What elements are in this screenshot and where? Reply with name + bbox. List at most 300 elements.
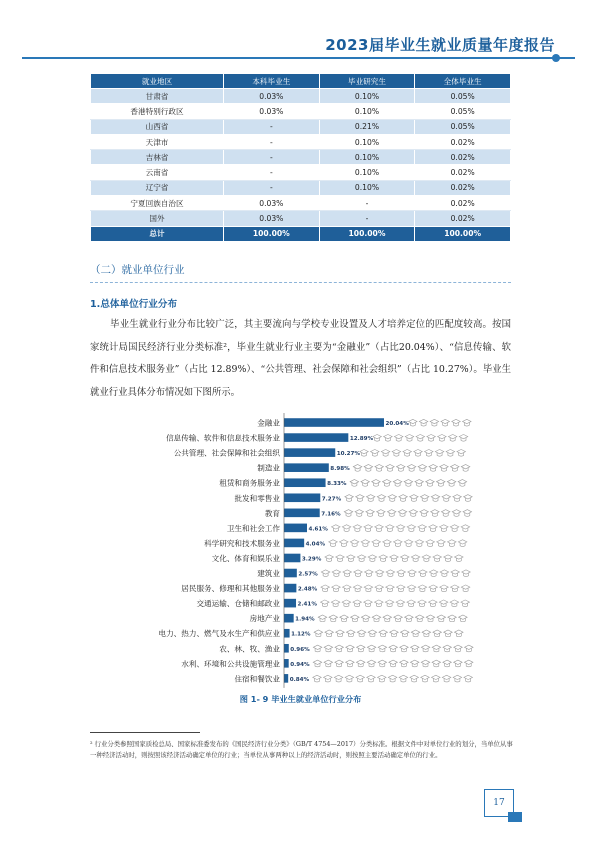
graduation-cap-icon bbox=[411, 645, 420, 652]
value-label: 7.27% bbox=[321, 496, 342, 503]
graduation-cap-icon bbox=[431, 495, 440, 502]
graduation-cap-icon bbox=[438, 434, 447, 441]
graduation-cap-icon bbox=[361, 540, 370, 547]
value-label: 7.16% bbox=[321, 511, 341, 518]
graduation-cap-icon bbox=[325, 630, 334, 637]
bar bbox=[284, 418, 384, 427]
graduation-cap-icon bbox=[375, 600, 384, 607]
graduation-cap-icon bbox=[314, 630, 323, 637]
graduation-cap-icon bbox=[461, 585, 470, 592]
graduation-cap-icon bbox=[446, 449, 455, 456]
graduation-cap-icon bbox=[373, 434, 382, 441]
graduation-cap-icon bbox=[404, 540, 413, 547]
graduation-cap-icon bbox=[342, 525, 351, 532]
category-label: 住宿和餐饮业 bbox=[234, 674, 280, 684]
cell-graduate: 0.10% bbox=[319, 150, 415, 165]
value-label: 3.29% bbox=[301, 556, 322, 563]
category-label: 制造业 bbox=[257, 463, 280, 473]
graduation-cap-icon bbox=[372, 540, 381, 547]
graduation-cap-icon bbox=[336, 630, 345, 637]
category-label: 科学研究和技术服务业 bbox=[204, 538, 280, 548]
graduation-cap-icon bbox=[459, 434, 468, 441]
graduation-cap-icon bbox=[450, 600, 459, 607]
graduation-cap-icon bbox=[379, 630, 388, 637]
graduation-cap-icon bbox=[421, 675, 430, 682]
bar bbox=[284, 509, 320, 518]
graduation-cap-icon bbox=[422, 630, 431, 637]
graduation-cap-icon bbox=[340, 615, 349, 622]
graduation-cap-icon bbox=[396, 600, 405, 607]
graduation-cap-icon bbox=[419, 419, 428, 426]
cell-undergrad: - bbox=[224, 119, 320, 134]
graduation-cap-icon bbox=[411, 555, 420, 562]
graduation-cap-icon bbox=[372, 480, 381, 487]
graduation-cap-icon bbox=[389, 645, 398, 652]
category-label: 公共管理、社会保障和社会组织 bbox=[173, 448, 280, 458]
value-label: 0.96% bbox=[290, 646, 310, 653]
graduation-cap-icon bbox=[345, 495, 354, 502]
graduation-cap-icon bbox=[408, 570, 417, 577]
bar bbox=[284, 674, 288, 683]
bar bbox=[284, 629, 290, 638]
category-label: 农、林、牧、渔业 bbox=[219, 644, 280, 654]
graduation-cap-icon bbox=[388, 495, 397, 502]
graduation-cap-icon bbox=[429, 525, 438, 532]
graduation-cap-icon bbox=[378, 645, 387, 652]
cell-graduate: 0.10% bbox=[319, 134, 415, 149]
cell-graduate: - bbox=[319, 211, 415, 226]
category-label: 建筑业 bbox=[257, 569, 280, 579]
graduation-cap-icon bbox=[364, 525, 373, 532]
cell-all: 0.02% bbox=[415, 196, 511, 211]
cell-region: 香港特别行政区 bbox=[91, 104, 224, 119]
value-label: 8.33% bbox=[327, 481, 347, 488]
graduation-cap-icon bbox=[371, 449, 380, 456]
graduation-cap-icon bbox=[383, 615, 392, 622]
graduation-cap-icon bbox=[429, 465, 438, 472]
table-row bbox=[91, 104, 511, 119]
cell-region: 宁夏回族自治区 bbox=[91, 196, 224, 211]
graduation-cap-icon bbox=[355, 510, 364, 517]
value-label: 2.41% bbox=[297, 601, 317, 608]
graduation-cap-icon bbox=[386, 525, 395, 532]
graduation-cap-icon bbox=[360, 449, 369, 456]
graduation-cap-icon bbox=[397, 570, 406, 577]
graduation-cap-icon bbox=[321, 585, 330, 592]
graduation-cap-icon bbox=[451, 465, 460, 472]
graduation-cap-icon bbox=[451, 570, 460, 577]
graduation-cap-icon bbox=[324, 660, 333, 667]
graduation-cap-icon bbox=[451, 585, 460, 592]
cell-region: 国外 bbox=[91, 211, 224, 226]
category-label: 水利、环境和公共设施管理业 bbox=[181, 659, 280, 669]
cell-undergrad: - bbox=[224, 134, 320, 149]
graduation-cap-icon bbox=[422, 555, 431, 562]
graduation-cap-icon bbox=[345, 675, 354, 682]
graduation-cap-icon bbox=[375, 570, 384, 577]
graduation-cap-icon bbox=[399, 495, 408, 502]
region-table bbox=[90, 73, 511, 242]
graduation-cap-icon bbox=[325, 555, 334, 562]
graduation-cap-icon bbox=[463, 510, 472, 517]
graduation-cap-icon bbox=[418, 600, 427, 607]
bar bbox=[284, 614, 294, 623]
graduation-cap-icon bbox=[448, 540, 457, 547]
cell-all: 0.02% bbox=[415, 150, 511, 165]
graduation-cap-icon bbox=[313, 675, 322, 682]
value-label: 20.04% bbox=[385, 421, 409, 428]
bar bbox=[284, 433, 348, 442]
value-label: 0.84% bbox=[289, 676, 310, 683]
graduation-cap-icon bbox=[367, 660, 376, 667]
cell-region: 吉林省 bbox=[91, 150, 224, 165]
graduation-cap-icon bbox=[340, 540, 349, 547]
graduation-cap-icon bbox=[410, 495, 419, 502]
cell-all: 0.05% bbox=[415, 104, 511, 119]
graduation-cap-icon bbox=[342, 600, 351, 607]
graduation-cap-icon bbox=[379, 555, 388, 562]
page-number: 17 bbox=[484, 789, 514, 817]
cell-undergrad: 0.03% bbox=[224, 89, 320, 104]
graduation-cap-icon bbox=[375, 525, 384, 532]
value-label: 1.12% bbox=[291, 631, 311, 638]
graduation-cap-icon bbox=[447, 480, 456, 487]
cell-all: 0.02% bbox=[415, 180, 511, 195]
graduation-cap-icon bbox=[324, 645, 333, 652]
graduation-cap-icon bbox=[386, 570, 395, 577]
graduation-cap-icon bbox=[394, 615, 403, 622]
graduation-cap-icon bbox=[461, 525, 470, 532]
graduation-cap-icon bbox=[407, 600, 416, 607]
graduation-cap-icon bbox=[399, 675, 408, 682]
cell-all: 0.02% bbox=[415, 211, 511, 226]
value-label: 4.61% bbox=[308, 526, 328, 533]
graduation-cap-icon bbox=[420, 510, 429, 517]
graduation-cap-icon bbox=[368, 555, 377, 562]
graduation-cap-icon bbox=[458, 480, 467, 487]
graduation-cap-icon bbox=[444, 630, 453, 637]
graduation-cap-icon bbox=[437, 540, 446, 547]
graduation-cap-icon bbox=[441, 419, 450, 426]
graduation-cap-icon bbox=[411, 630, 420, 637]
graduation-cap-icon bbox=[383, 480, 392, 487]
table-row bbox=[91, 180, 511, 195]
total-cell-all: 100.00% bbox=[415, 226, 511, 241]
table-row bbox=[91, 89, 511, 104]
graduation-cap-icon bbox=[403, 449, 412, 456]
graduation-cap-icon bbox=[464, 675, 473, 682]
graduation-cap-icon bbox=[464, 495, 473, 502]
bar bbox=[284, 644, 289, 653]
graduation-cap-icon bbox=[321, 600, 330, 607]
cell-graduate: 0.10% bbox=[319, 89, 415, 104]
graduation-cap-icon bbox=[448, 434, 457, 441]
graduation-cap-icon bbox=[448, 615, 457, 622]
table-row bbox=[91, 196, 511, 211]
graduation-cap-icon bbox=[426, 480, 435, 487]
graduation-cap-icon bbox=[441, 510, 450, 517]
graduation-cap-icon bbox=[444, 555, 453, 562]
value-label: 2.48% bbox=[297, 586, 318, 593]
table-row bbox=[91, 150, 511, 165]
graduation-cap-icon bbox=[368, 630, 377, 637]
graduation-cap-icon bbox=[389, 660, 398, 667]
graduation-cap-icon bbox=[418, 585, 427, 592]
section-title: （二）就业单位行业 bbox=[90, 264, 185, 276]
graduation-cap-icon bbox=[426, 540, 435, 547]
footnote-rule bbox=[90, 732, 200, 733]
graduation-cap-icon bbox=[377, 510, 386, 517]
cell-graduate: 0.10% bbox=[319, 165, 415, 180]
graduation-cap-icon bbox=[356, 495, 365, 502]
graduation-cap-icon bbox=[407, 585, 416, 592]
graduation-cap-icon bbox=[357, 555, 366, 562]
report-title: 2023届毕业生就业质量年度报告 bbox=[325, 36, 555, 54]
graduation-cap-icon bbox=[346, 660, 355, 667]
cell-undergrad: - bbox=[224, 165, 320, 180]
graduation-cap-icon bbox=[429, 570, 438, 577]
graduation-cap-icon bbox=[414, 449, 423, 456]
total-cell-region: 总计 bbox=[91, 226, 224, 241]
graduation-cap-icon bbox=[390, 630, 399, 637]
graduation-cap-icon bbox=[313, 660, 322, 667]
bar bbox=[284, 659, 289, 668]
graduation-cap-icon bbox=[394, 540, 403, 547]
graduation-cap-icon bbox=[452, 510, 461, 517]
graduation-cap-icon bbox=[409, 419, 418, 426]
graduation-cap-icon bbox=[353, 465, 362, 472]
graduation-cap-icon bbox=[455, 555, 464, 562]
graduation-cap-icon bbox=[381, 449, 390, 456]
graduation-cap-icon bbox=[431, 510, 440, 517]
bar bbox=[284, 569, 297, 578]
bar bbox=[284, 448, 335, 457]
bar bbox=[284, 478, 326, 487]
value-label: 2.57% bbox=[298, 571, 318, 578]
graduation-cap-icon bbox=[407, 465, 416, 472]
graduation-cap-icon bbox=[318, 615, 327, 622]
graduation-cap-icon bbox=[420, 495, 429, 502]
graduation-cap-icon bbox=[350, 480, 359, 487]
bar bbox=[284, 599, 296, 608]
section-divider bbox=[90, 282, 511, 283]
category-label: 信息传输、软件和信息技术服务业 bbox=[166, 433, 280, 443]
graduation-cap-icon bbox=[375, 465, 384, 472]
value-label: 4.04% bbox=[305, 541, 326, 548]
graduation-cap-icon bbox=[334, 675, 343, 682]
graduation-cap-icon bbox=[353, 600, 362, 607]
cell-undergrad: 0.03% bbox=[224, 196, 320, 211]
graduation-cap-icon bbox=[400, 645, 409, 652]
graduation-cap-icon bbox=[465, 645, 474, 652]
header-rule bbox=[22, 57, 575, 59]
graduation-cap-icon bbox=[433, 630, 442, 637]
graduation-cap-icon bbox=[388, 675, 397, 682]
col-header-all: 全体毕业生 bbox=[415, 74, 511, 89]
graduation-cap-icon bbox=[377, 495, 386, 502]
graduation-cap-icon bbox=[454, 660, 463, 667]
graduation-cap-icon bbox=[396, 525, 405, 532]
category-label: 批发和零售业 bbox=[234, 493, 280, 503]
graduation-cap-icon bbox=[353, 585, 362, 592]
graduation-cap-icon bbox=[432, 660, 441, 667]
graduation-cap-icon bbox=[390, 555, 399, 562]
table-header-row bbox=[91, 74, 511, 89]
graduation-cap-icon bbox=[452, 419, 461, 426]
value-label: 0.94% bbox=[290, 661, 310, 668]
graduation-cap-icon bbox=[439, 600, 448, 607]
graduation-cap-icon bbox=[344, 510, 353, 517]
graduation-cap-icon bbox=[331, 600, 340, 607]
table-row bbox=[91, 211, 511, 226]
graduation-cap-icon bbox=[372, 615, 381, 622]
graduation-cap-icon bbox=[386, 585, 395, 592]
graduation-cap-icon bbox=[346, 645, 355, 652]
header-dot bbox=[552, 54, 560, 62]
graduation-cap-icon bbox=[378, 675, 387, 682]
chart-caption: 图 1- 9 毕业生就业单位行业分布 bbox=[239, 694, 362, 704]
bar bbox=[284, 539, 304, 548]
graduation-cap-icon bbox=[356, 660, 365, 667]
graduation-cap-icon bbox=[347, 555, 356, 562]
industry-bar-chart bbox=[130, 413, 475, 688]
cell-graduate: 0.10% bbox=[319, 180, 415, 195]
graduation-cap-icon bbox=[401, 555, 410, 562]
graduation-cap-icon bbox=[415, 615, 424, 622]
graduation-cap-icon bbox=[375, 585, 384, 592]
cell-region: 天津市 bbox=[91, 134, 224, 149]
value-label: 10.27% bbox=[336, 451, 361, 458]
cell-region: 辽宁省 bbox=[91, 180, 224, 195]
graduation-cap-icon bbox=[400, 660, 409, 667]
graduation-cap-icon bbox=[356, 675, 365, 682]
graduation-cap-icon bbox=[335, 645, 344, 652]
graduation-cap-icon bbox=[351, 615, 360, 622]
graduation-cap-icon bbox=[415, 480, 424, 487]
graduation-cap-icon bbox=[366, 495, 375, 502]
bar bbox=[284, 524, 307, 533]
table-total-row bbox=[91, 226, 511, 241]
graduation-cap-icon bbox=[364, 600, 373, 607]
graduation-cap-icon bbox=[427, 434, 436, 441]
graduation-cap-icon bbox=[366, 510, 375, 517]
graduation-cap-icon bbox=[329, 615, 338, 622]
graduation-cap-icon bbox=[457, 449, 466, 456]
graduation-cap-icon bbox=[365, 570, 374, 577]
graduation-cap-icon bbox=[430, 419, 439, 426]
total-cell-graduate: 100.00% bbox=[319, 226, 415, 241]
graduation-cap-icon bbox=[357, 645, 366, 652]
cell-undergrad: 0.03% bbox=[224, 104, 320, 119]
value-label: 12.89% bbox=[349, 436, 374, 443]
graduation-cap-icon bbox=[332, 525, 341, 532]
graduation-cap-icon bbox=[440, 465, 449, 472]
graduation-cap-icon bbox=[350, 540, 359, 547]
graduation-cap-icon bbox=[410, 675, 419, 682]
graduation-cap-icon bbox=[425, 449, 434, 456]
graduation-cap-icon bbox=[443, 660, 452, 667]
graduation-cap-icon bbox=[429, 600, 438, 607]
col-header-undergrad: 本科毕业生 bbox=[224, 74, 320, 89]
graduation-cap-icon bbox=[392, 449, 401, 456]
body-paragraph bbox=[90, 314, 511, 404]
graduation-cap-icon bbox=[367, 645, 376, 652]
graduation-cap-icon bbox=[364, 465, 373, 472]
table-row bbox=[91, 134, 511, 149]
graduation-cap-icon bbox=[410, 660, 419, 667]
graduation-cap-icon bbox=[343, 570, 352, 577]
col-header-region: 就业地区 bbox=[91, 74, 224, 89]
category-label: 教育 bbox=[264, 508, 280, 518]
graduation-cap-icon bbox=[353, 525, 362, 532]
subsection-title: 1.总体单位行业分布 bbox=[90, 299, 178, 310]
cell-all: 0.02% bbox=[415, 134, 511, 149]
graduation-cap-icon bbox=[397, 585, 406, 592]
bar bbox=[284, 554, 300, 563]
graduation-cap-icon bbox=[418, 465, 427, 472]
graduation-cap-icon bbox=[454, 645, 463, 652]
graduation-cap-icon bbox=[415, 540, 424, 547]
cell-graduate: 0.10% bbox=[319, 104, 415, 119]
graduation-cap-icon bbox=[321, 570, 330, 577]
cell-undergrad: - bbox=[224, 150, 320, 165]
graduation-cap-icon bbox=[335, 660, 344, 667]
category-label: 文化、体育和娱乐业 bbox=[211, 553, 280, 563]
graduation-cap-icon bbox=[435, 449, 444, 456]
graduation-cap-icon bbox=[361, 615, 370, 622]
graduation-cap-icon bbox=[442, 495, 451, 502]
graduation-cap-icon bbox=[324, 675, 333, 682]
graduation-cap-icon bbox=[361, 480, 370, 487]
graduation-cap-icon bbox=[367, 675, 376, 682]
graduation-cap-icon bbox=[462, 570, 471, 577]
cell-graduate: 0.21% bbox=[319, 119, 415, 134]
value-label: 8.98% bbox=[330, 466, 350, 473]
graduation-cap-icon bbox=[437, 480, 446, 487]
graduation-cap-icon bbox=[378, 660, 387, 667]
cell-region: 甘肃省 bbox=[91, 89, 224, 104]
bar bbox=[284, 584, 296, 593]
graduation-cap-icon bbox=[385, 600, 394, 607]
graduation-cap-icon bbox=[464, 660, 473, 667]
category-label: 金融业 bbox=[257, 418, 280, 428]
graduation-cap-icon bbox=[404, 480, 413, 487]
graduation-cap-icon bbox=[364, 585, 373, 592]
graduation-cap-icon bbox=[440, 585, 449, 592]
cell-all: 0.02% bbox=[415, 165, 511, 180]
graduation-cap-icon bbox=[336, 555, 345, 562]
graduation-cap-icon bbox=[453, 675, 462, 682]
graduation-cap-icon bbox=[440, 525, 449, 532]
graduation-cap-icon bbox=[332, 570, 341, 577]
graduation-cap-icon bbox=[458, 540, 467, 547]
graduation-cap-icon bbox=[329, 540, 338, 547]
paragraph-text: 毕业生就业行业分布比较广泛，其主要流向与学校专业设置及人才培养定位的匹配度较高。按国家统计局国民经济行业分类标准²，毕业生就业行业主要为“金融业”（占比20.04%）、“信息传输、软件和信息技术服务业”（占比 12.89%）、“公共管理、社会保障和社会组织”（占比 10.27%）。毕业生就业行业具体分布情况如下图所示。 bbox=[90, 319, 511, 398]
bar bbox=[284, 493, 320, 502]
graduation-cap-icon bbox=[426, 615, 435, 622]
graduation-cap-icon bbox=[433, 555, 442, 562]
graduation-cap-icon bbox=[429, 585, 438, 592]
graduation-cap-icon bbox=[398, 510, 407, 517]
graduation-cap-icon bbox=[440, 570, 449, 577]
category-label: 房地产业 bbox=[249, 614, 280, 624]
graduation-cap-icon bbox=[332, 585, 341, 592]
cell-region: 山西省 bbox=[91, 119, 224, 134]
bar bbox=[284, 463, 329, 472]
graduation-cap-icon bbox=[461, 600, 470, 607]
graduation-cap-icon bbox=[343, 585, 352, 592]
graduation-cap-icon bbox=[397, 465, 406, 472]
